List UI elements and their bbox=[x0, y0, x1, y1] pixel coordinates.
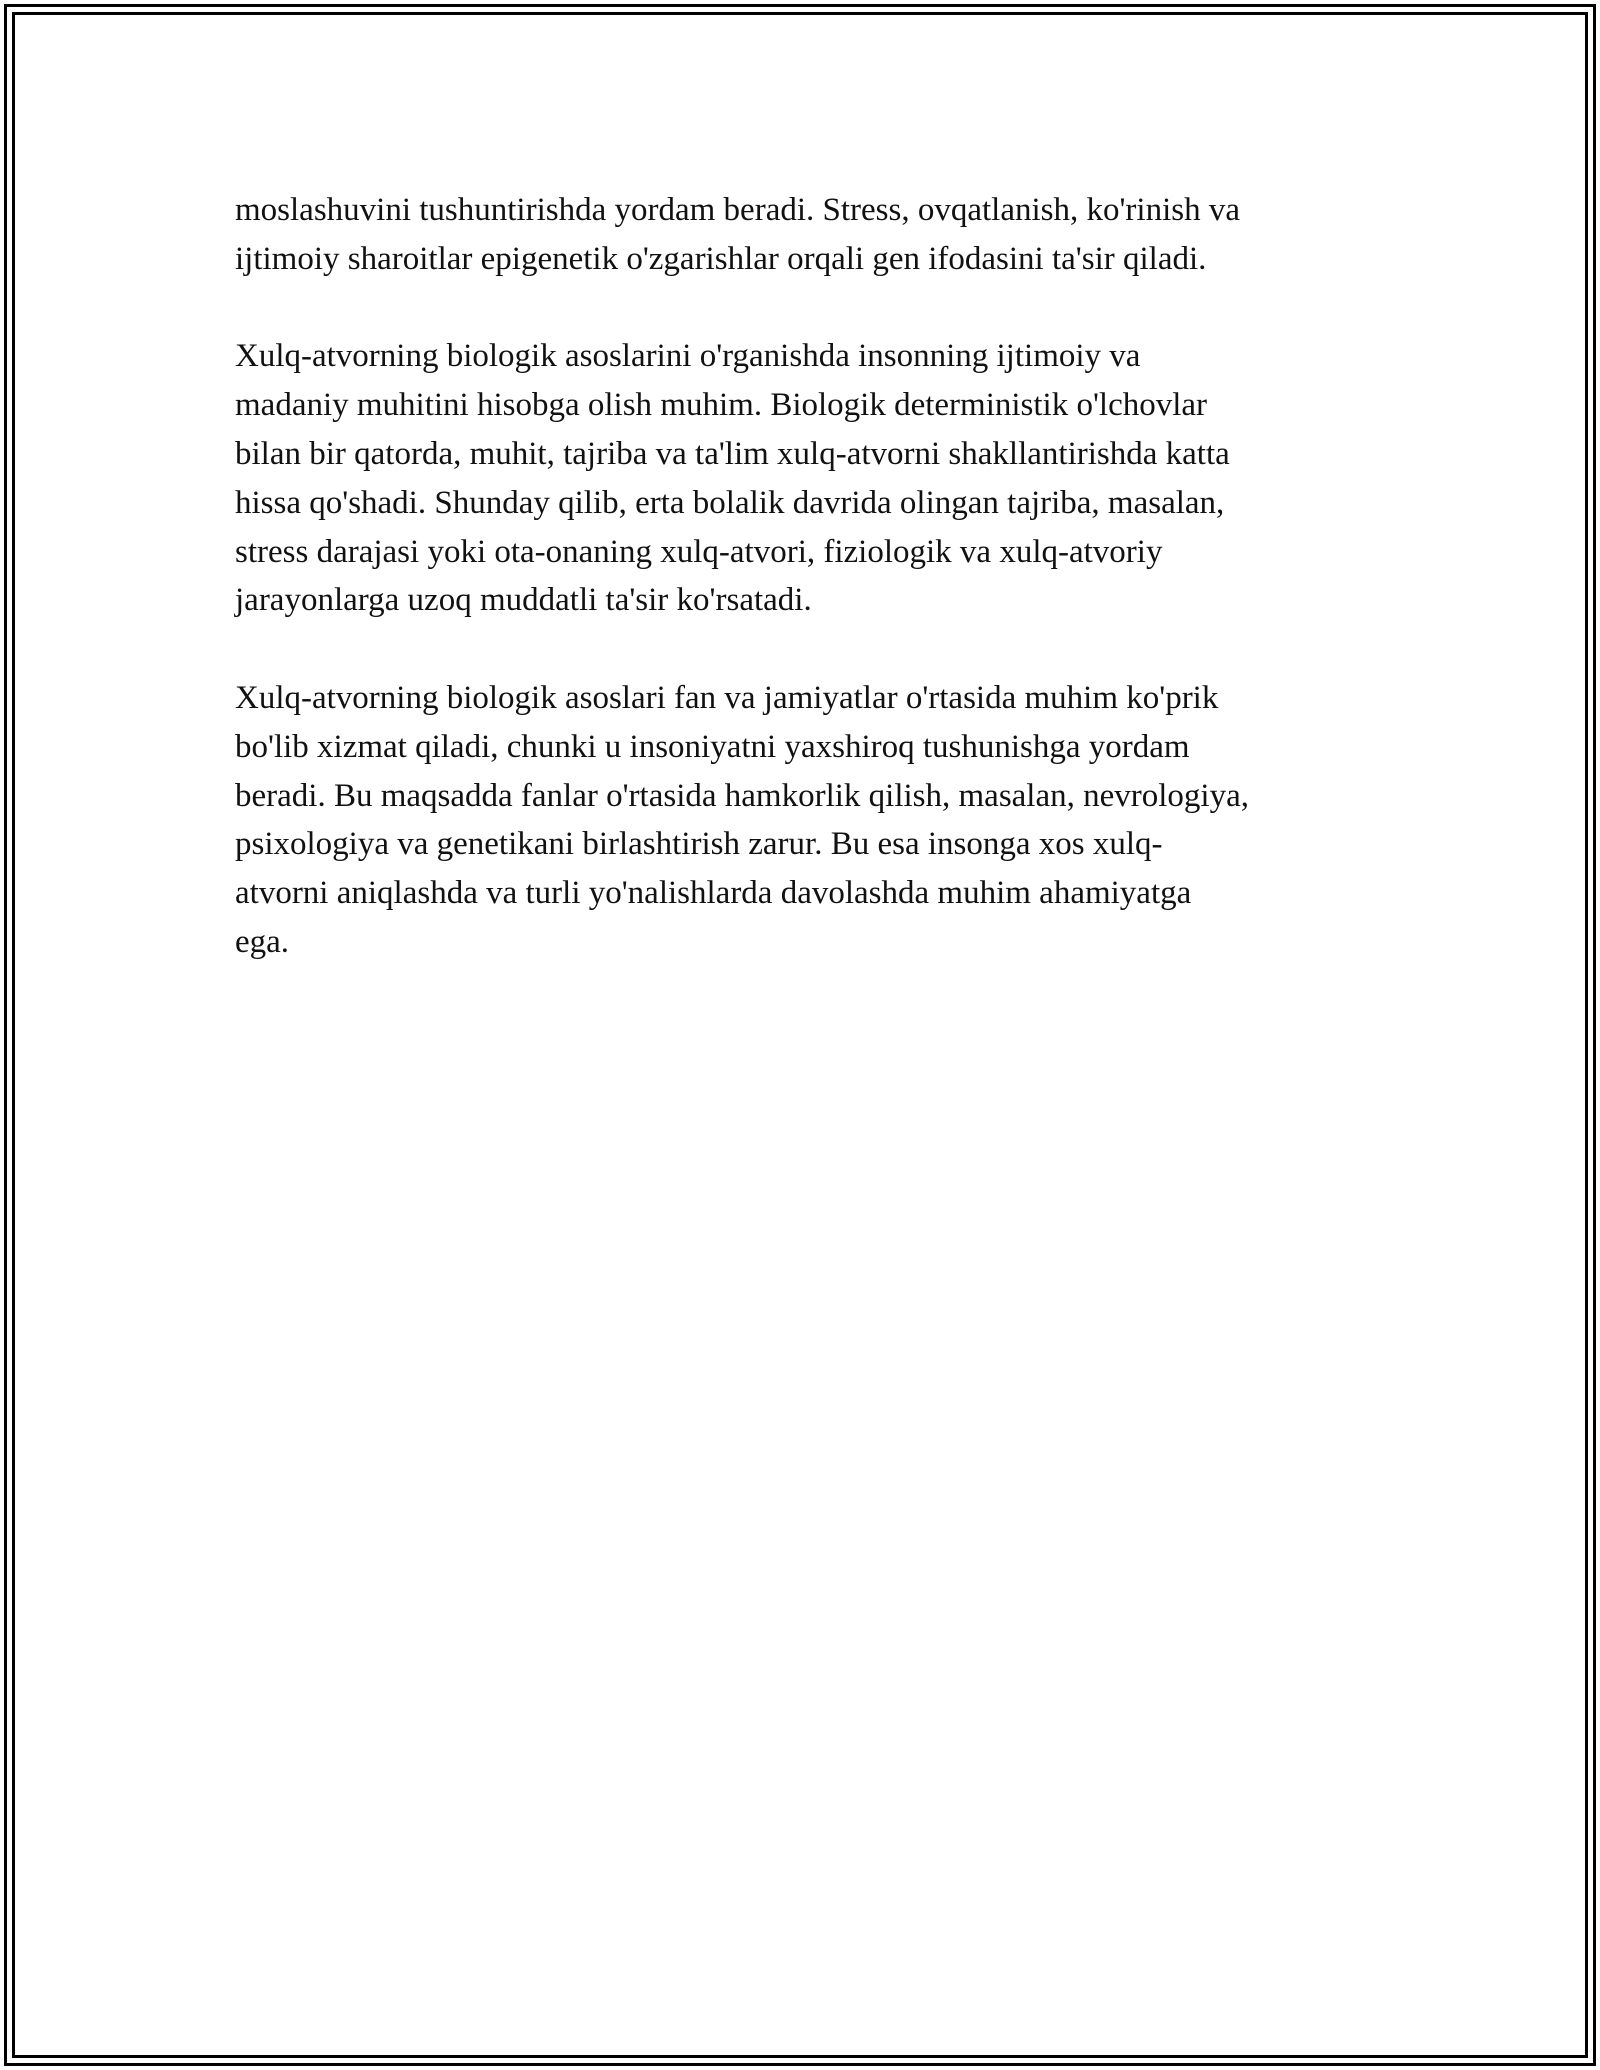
document-body bbox=[235, 186, 1375, 1016]
text-line: ijtimoiy sharoitlar epigenetik o'zgarishlar orqali gen ifodasini ta'sir qiladi. bbox=[235, 240, 1207, 277]
paragraph-1 bbox=[235, 186, 1375, 284]
paragraph-3 bbox=[235, 674, 1375, 967]
text-line: jarayonlarga uzoq muddatli ta'sir ko'rsatadi. bbox=[235, 582, 812, 619]
paragraph-2 bbox=[235, 332, 1375, 625]
text-line: beradi. Bu maqsadda fanlar o'rtasida hamkorlik qilish, masalan, nevrologiya, bbox=[235, 777, 1249, 814]
text-line: Xulq-atvorning biologik asoslari fan va jamiyatlar o'rtasida muhim ko'prik bbox=[235, 679, 1219, 716]
text-line: madaniy muhitini hisobga olish muhim. Biologik deterministik o'lchovlar bbox=[235, 387, 1208, 424]
text-line: bilan bir qatorda, muhit, tajriba va ta'lim xulq-atvorni shakllantirishda katta bbox=[235, 435, 1230, 472]
text-line: atvorni aniqlashda va turli yo'nalishlarda davolashda muhim ahamiyatga bbox=[235, 875, 1192, 912]
text-line: bo'lib xizmat qiladi, chunki u insoniyatni yaxshiroq tushunishga yordam bbox=[235, 728, 1190, 765]
text-line: psixologiya va genetikani birlashtirish zarur. Bu esa insonga xos xulq- bbox=[235, 826, 1163, 863]
text-line: hissa qo'shadi. Shunday qilib, erta bolalik davrida olingan tajriba, masalan, bbox=[235, 484, 1225, 521]
text-line: Xulq-atvorning biologik asoslarini o'rganishda insonning ijtimoiy va bbox=[235, 338, 1141, 375]
text-line: ega. bbox=[235, 923, 290, 960]
text-line: stress darajasi yoki ota-onaning xulq-atvori, fiziologik va xulq-atvoriy bbox=[235, 533, 1163, 570]
text-line: moslashuvini tushuntirishda yordam beradi. Stress, ovqatlanish, ko'rinish va bbox=[235, 192, 1241, 228]
